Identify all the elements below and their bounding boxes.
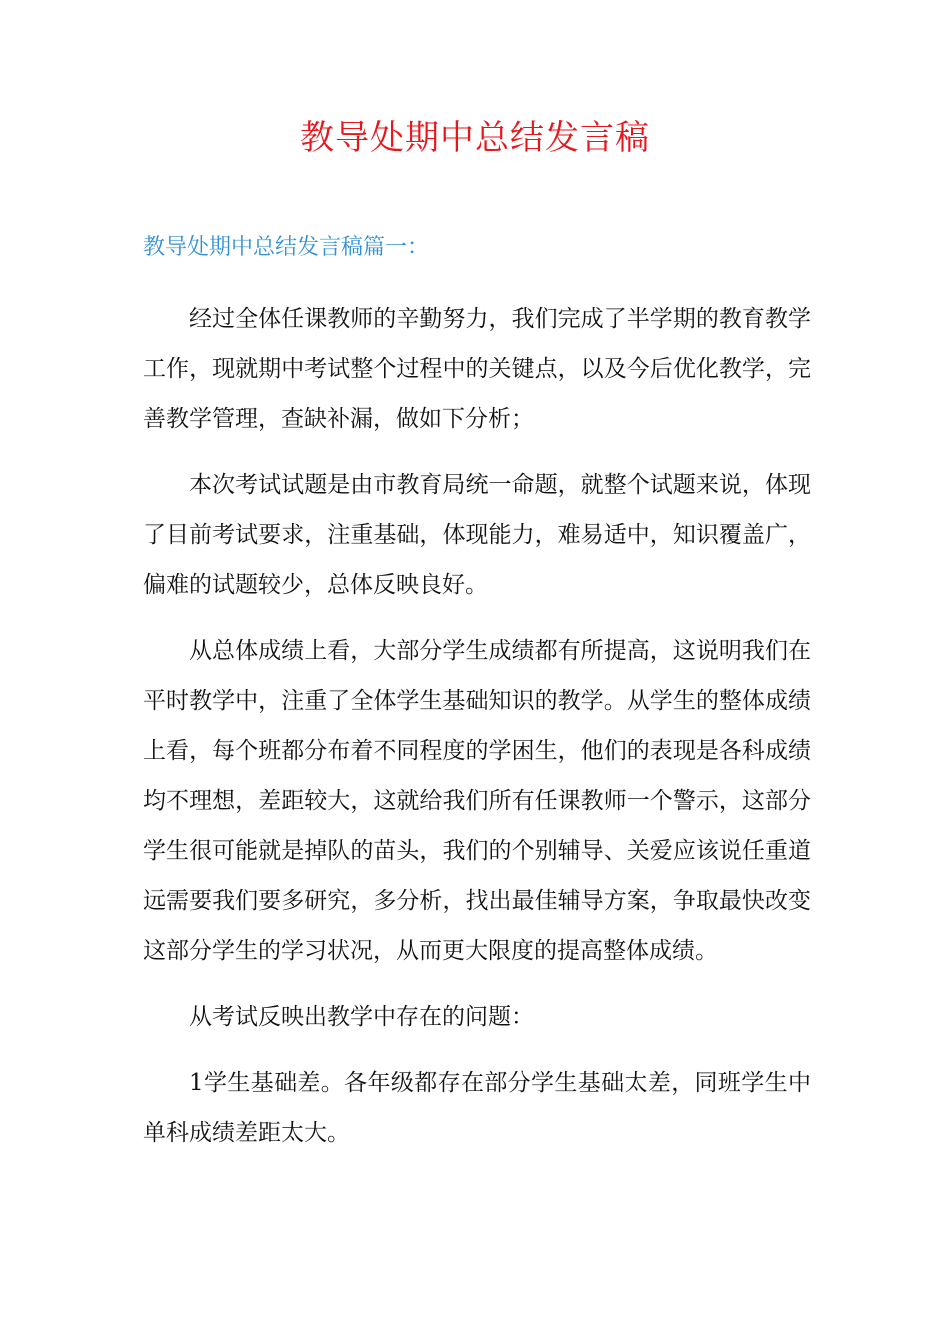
- paragraph: 从总体成绩上看，大部分学生成绩都有所提高，这说明我们在平时教学中，注重了全体学生基础知识的教学。从学生的整体成绩上看，每个班都分布着不同程度的学困生，他们的表现是各科成绩均不理想，差距较大，这就给我们所有任课教师一个警示，这部分学生很可能就是掉队的苗头，我们的个别辅导、关爱应该说任重道远需要我们要多研究，多分析，找出最佳辅导方案，争取最快改变这部分学生的学习状况，从而更大限度的提高整体成绩。: [143, 638, 811, 964]
- paragraph: 经过全体任课教师的辛勤努力，我们完成了半学期的教育教学工作，现就期中考试整个过程中的关键点，以及今后优化教学，完善教学管理，查缺补漏，做如下分析；: [143, 306, 811, 432]
- document-title: 教导处期中总结发言稿: [300, 118, 650, 158]
- paragraph: 本次考试试题是由市教育局统一命题，就整个试题来说，体现了目前考试要求，注重基础，体现能力，难易适中，知识覆盖广，偏难的试题较少，总体反映良好。: [143, 472, 811, 598]
- paragraph: 从考试反映出教学中存在的问题：: [189, 1004, 534, 1030]
- paragraph: 1学生基础差。各年级都存在部分学生基础太差，同班学生中单科成绩差距太大。: [143, 1070, 811, 1146]
- section-heading: 教导处期中总结发言稿篇一：: [143, 235, 430, 260]
- document-body: [143, 294, 811, 1174]
